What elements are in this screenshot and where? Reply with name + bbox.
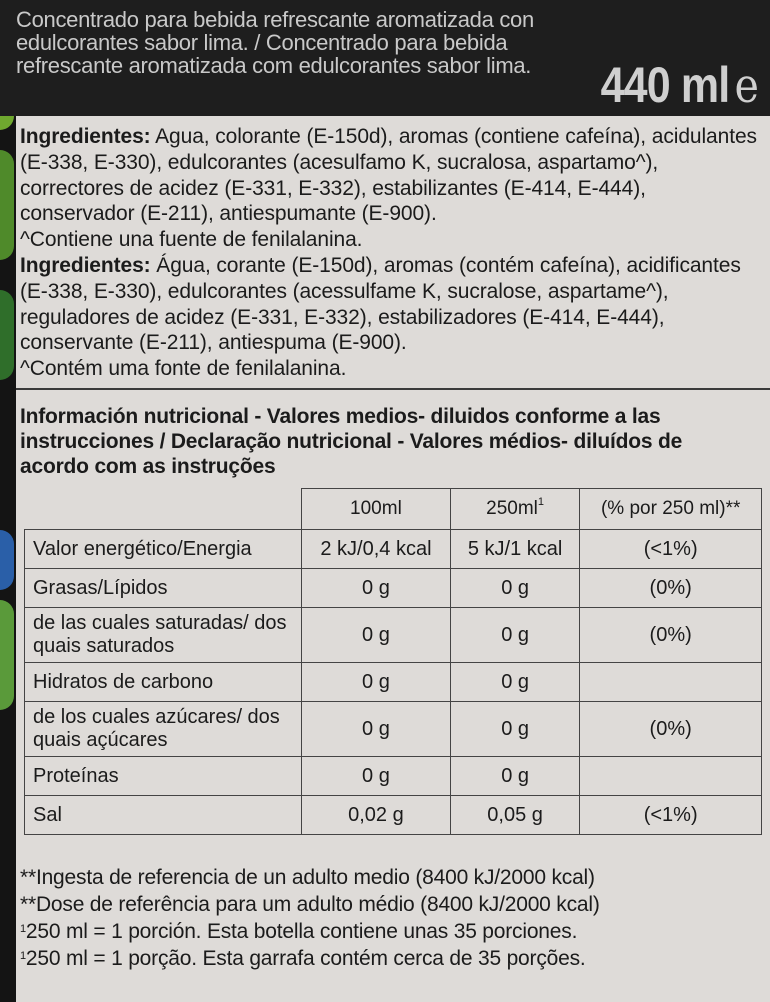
table-row [25, 663, 762, 702]
cell-pct: (0%) [580, 608, 762, 663]
volume-label [601, 56, 758, 114]
row-label: Grasas/Lípidos [25, 569, 302, 608]
cell-per100: 0 g [302, 569, 451, 608]
table-row [25, 569, 762, 608]
cell-pct: (<1%) [580, 530, 762, 569]
estimated-e-mark: e [734, 58, 758, 114]
ingredients-pt [20, 253, 760, 356]
ingredients-es-note: ^Contiene una fuente de fenilalanina. [20, 228, 363, 252]
footnote-ri-pt: **Dose de referência para um adulto médio (8400 kJ/2000 kcal) [20, 893, 600, 916]
cell-per100: 0 g [302, 702, 451, 757]
leaf-icon [0, 290, 14, 380]
ingredients-pt-note: ^Contém uma fonte de fenilalanina. [20, 357, 347, 381]
cell-pct: (0%) [580, 569, 762, 608]
column-header-100ml: 100ml [302, 489, 451, 530]
ingredients-section [20, 124, 760, 382]
cell-per250: 0 g [450, 757, 579, 796]
label-panel [16, 116, 770, 1002]
ingredients-es [20, 124, 760, 227]
cell-per250: 0 g [450, 702, 579, 757]
row-label: de las cuales saturadas/ dos quais saturados [25, 608, 302, 663]
nutrition-table [24, 488, 762, 835]
column-header-empty [25, 489, 302, 530]
column-header-250ml [450, 489, 579, 530]
row-label: de los cuales azúcares/ dos quais açúcares [25, 702, 302, 757]
row-label: Hidratos de carbono [25, 663, 302, 702]
footnote-ri-es: **Ingesta de referencia de un adulto medio (8400 kJ/2000 kcal) [20, 866, 595, 889]
leaf-icon [0, 600, 14, 710]
cell-pct: (0%) [580, 702, 762, 757]
leaf-icon [0, 150, 14, 260]
table-row [25, 608, 762, 663]
cell-per250: 0,05 g [450, 796, 579, 835]
column-header-percent: (% por 250 ml)** [580, 489, 762, 530]
cell-per250: 0 g [450, 663, 579, 702]
footnote-portion-pt [20, 945, 760, 972]
ingredients-es-label: Ingredientes: [20, 125, 151, 148]
footnote-portion-es-text: 250 ml = 1 porción. Esta botella contiene unas 35 porciones. [25, 920, 578, 943]
ingredients-pt-label: Ingredientes: [20, 253, 151, 277]
cell-per100: 0,02 g [302, 796, 451, 835]
cell-per100: 2 kJ/0,4 kcal [302, 530, 451, 569]
table-row [25, 757, 762, 796]
footnote-marker: 1 [20, 923, 26, 935]
row-label: Proteínas [25, 757, 302, 796]
table-header-row [25, 489, 762, 530]
label-header [0, 0, 770, 116]
cell-per100: 0 g [302, 608, 451, 663]
row-label: Valor energético/Energia [25, 530, 302, 569]
table-row [25, 796, 762, 835]
footnote-marker: 1 [537, 496, 545, 508]
row-label: Sal [25, 796, 302, 835]
footnote-portion-pt-text: 250 ml = 1 porção. Esta garrafa contém cerca de 35 porções. [25, 947, 586, 970]
cell-per100: 0 g [302, 663, 451, 702]
footnotes [20, 864, 760, 972]
footnote-portion-es [20, 918, 760, 945]
cell-per250: 0 g [450, 569, 579, 608]
decorative-leaf-strip [0, 0, 16, 1002]
column-header-250ml-text: 250ml [486, 498, 538, 519]
table-row [25, 702, 762, 757]
nutrition-title: Información nutricional - Valores medios- diluidos conforme a las instrucciones / Declaração nutricional - Valores médios- diluídos de acordo com as instruções [20, 405, 683, 478]
footnote-marker: 1 [20, 950, 26, 962]
leaf-icon [0, 530, 14, 590]
section-divider [16, 388, 770, 390]
ingredients-es-text: Agua, colorante (E-150d), aromas (contiene cafeína), acidulantes (E-338, E-330), edulcorantes (acesulfamo K, sucralosa, aspartamo^), correctores de acidez (E-331, E-332), estabilizantes (E-414, E-444), conservador (E-211), antiespumante (E-900). [20, 125, 757, 226]
cell-pct: (<1%) [580, 796, 762, 835]
cell-per250: 0 g [450, 608, 579, 663]
volume-value: 440 ml [600, 57, 730, 113]
product-description: Concentrado para bebida refrescante aromatizada con edulcorantes sabor lima. / Concentrado para bebida refrescante aromatizada com edulcorantes sabor lima. [16, 7, 534, 78]
cell-per250: 5 kJ/1 kcal [450, 530, 579, 569]
table-row [25, 530, 762, 569]
ingredients-pt-text: Água, corante (E-150d), aromas (contém cafeína), acidificantes (E-338, E-330), edulcorantes (acessulfame K, sucralose, aspartame^), reguladores de acidez (E-331, E-332), estabilizadores (E-414, E-444), conservante (E-211), antiespuma (E-900). [20, 253, 741, 355]
cell-pct [580, 757, 762, 796]
cell-pct [580, 663, 762, 702]
cell-per100: 0 g [302, 757, 451, 796]
